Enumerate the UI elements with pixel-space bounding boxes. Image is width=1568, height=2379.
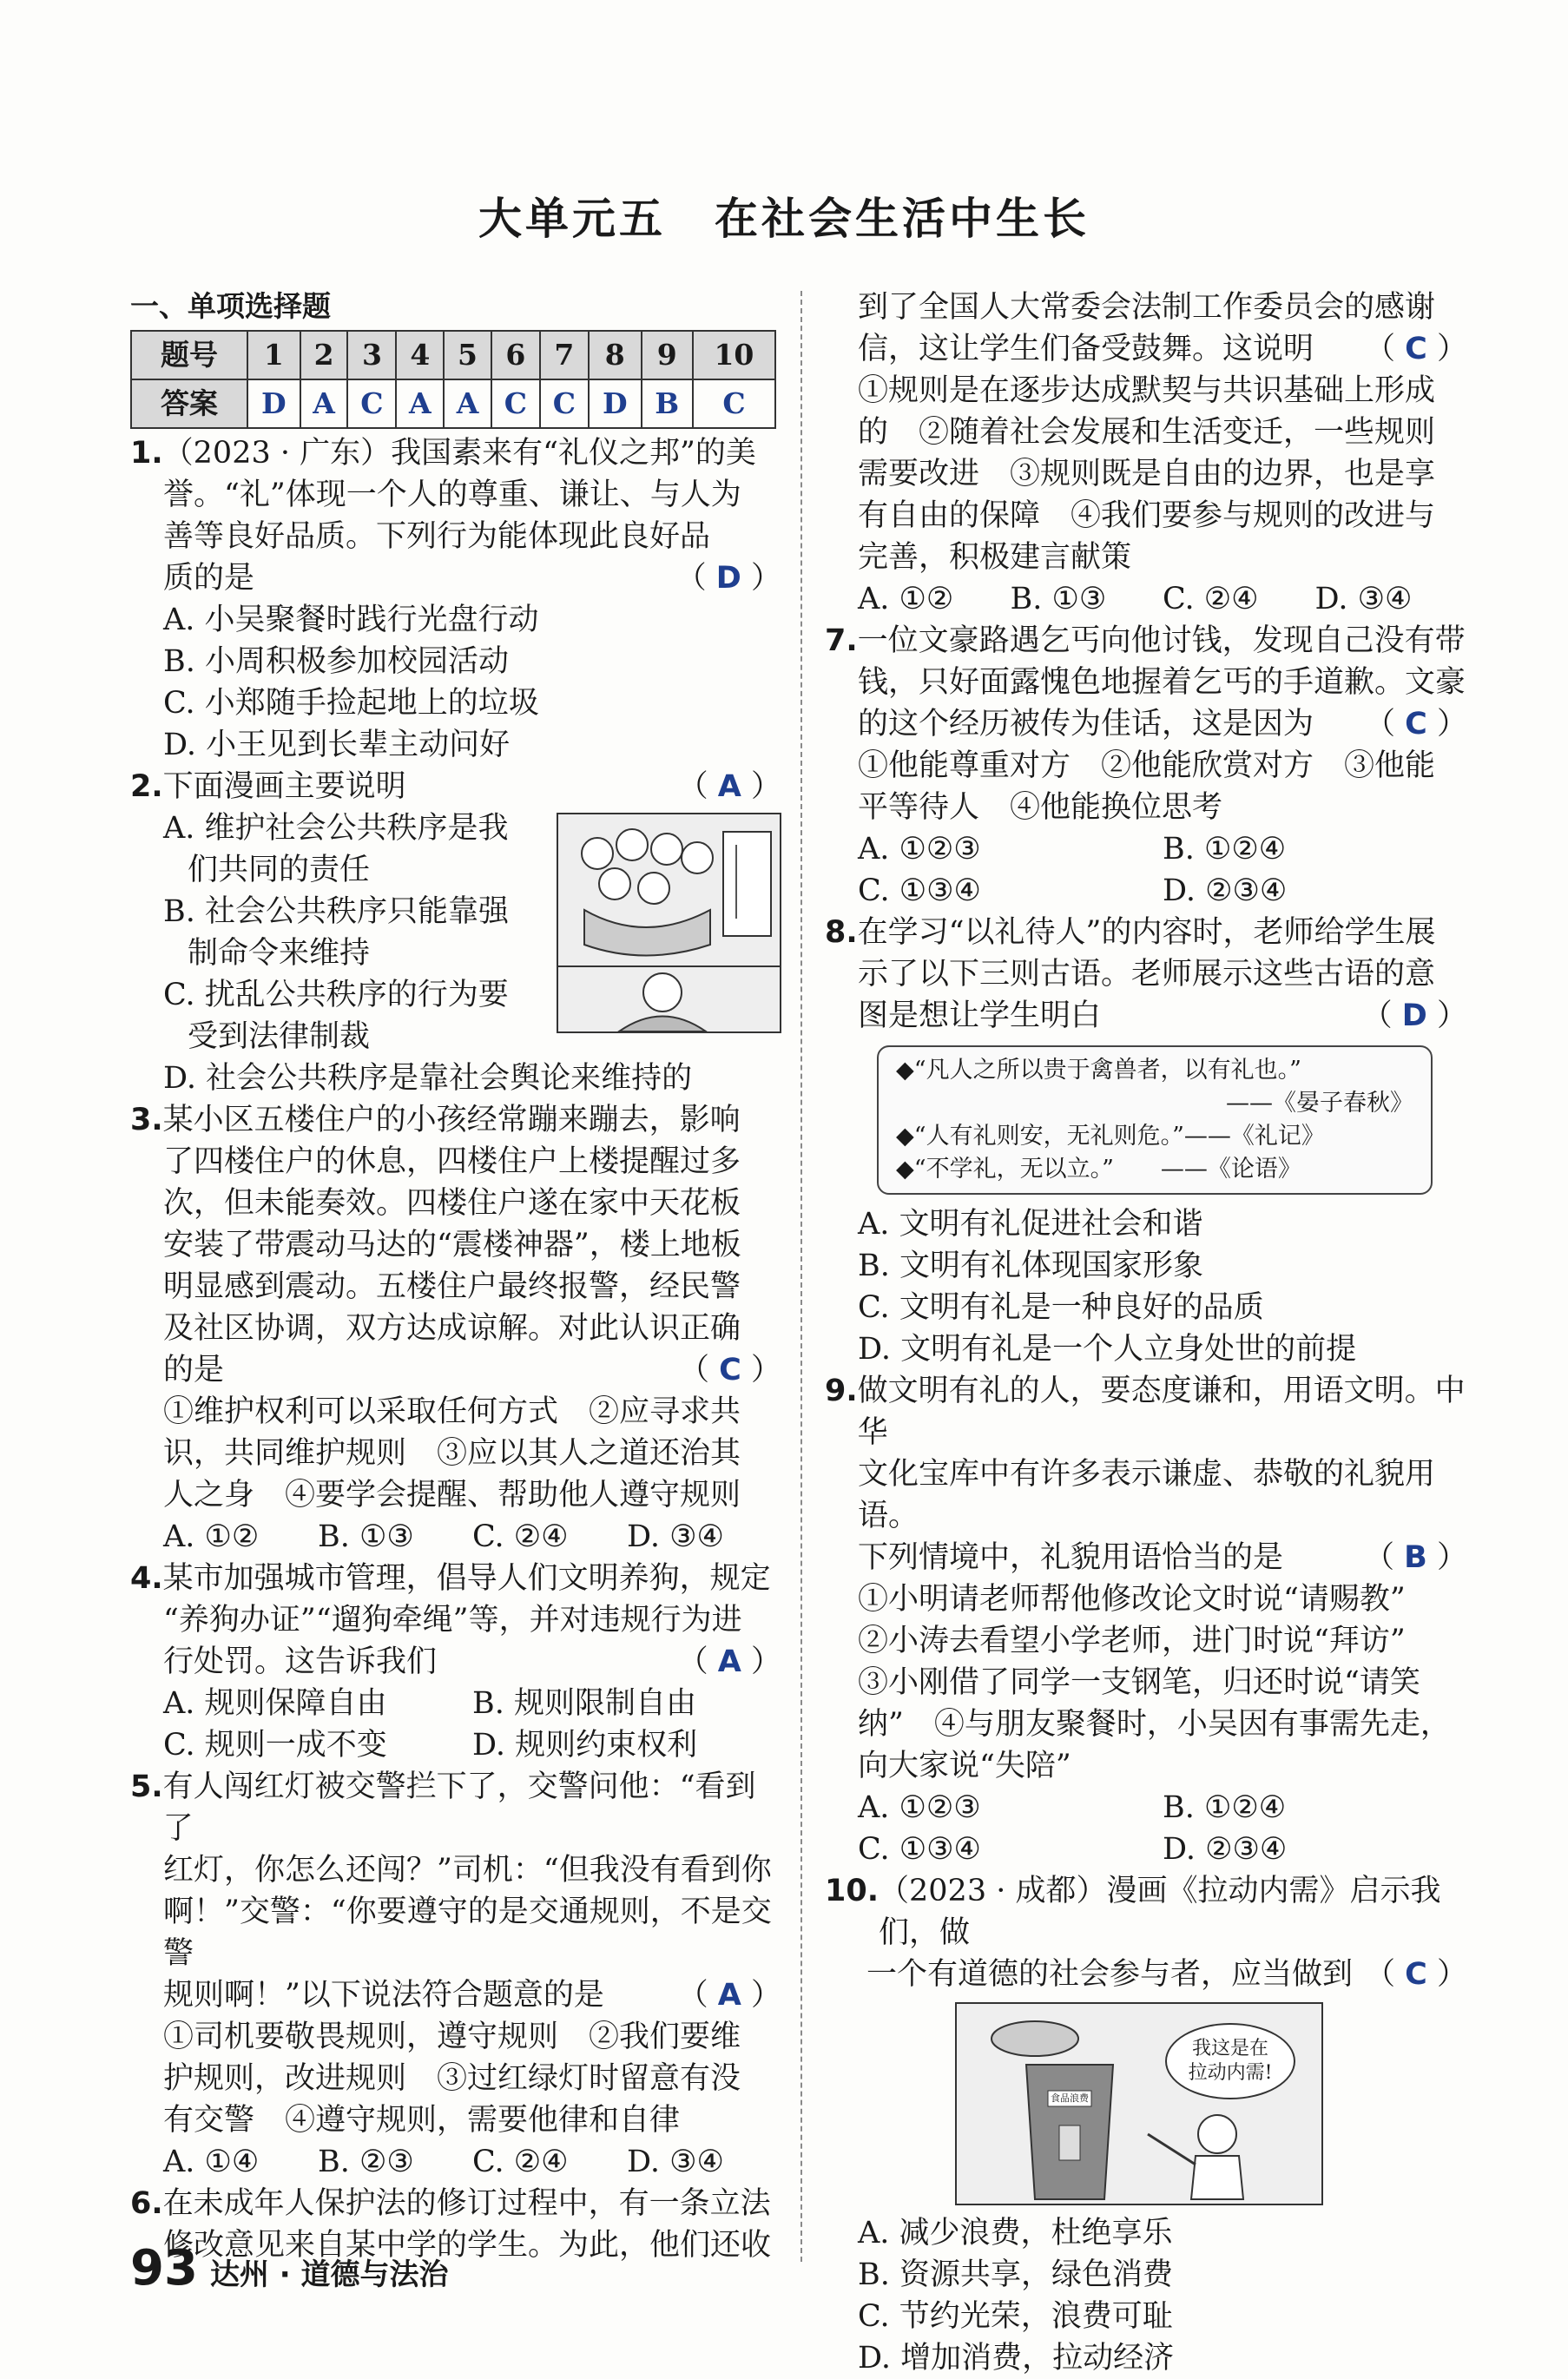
- question-8: [825, 912, 1467, 1370]
- answer-table-row1-label: 题号: [131, 331, 247, 379]
- option: A. 维护社会公共秩序是我: [163, 811, 509, 846]
- option: C. 文明有礼是一种良好的品质: [858, 1290, 1264, 1325]
- answer-table-answer: C: [347, 379, 396, 428]
- question-text: 行处罚。这告诉我们 （ A ）: [130, 1641, 781, 1683]
- question-text: 信，这让学生们备受鼓舞。这说明 （ C ）: [825, 328, 1467, 370]
- option: A. ①②③: [858, 1790, 981, 1825]
- answer-table: [130, 330, 776, 429]
- question-text: 及社区协调，双方达成谅解。对此认识正确: [163, 1311, 741, 1346]
- options-row: [825, 578, 1467, 620]
- question-text: 次，但未能奏效。四楼住户遂在家中天花板: [163, 1186, 741, 1221]
- answer-table-num: 3: [347, 331, 396, 379]
- option: D. 小王见到长辈主动问好: [163, 728, 511, 762]
- question-text: （2023 · 广东）我国素来有“礼仪之邦”的美: [162, 436, 756, 471]
- answer-table-num: 9: [642, 331, 693, 379]
- column-divider: [800, 291, 802, 2262]
- option: A. ①②: [858, 582, 954, 616]
- option: B. ①③: [1010, 582, 1107, 616]
- answer-table-answer: A: [396, 379, 444, 428]
- statement: ①他能尊重对方 ②他能欣赏对方 ③他能: [858, 748, 1436, 783]
- answer-table-answer: C: [693, 379, 775, 428]
- question-text: 某小区五楼住户的小孩经常蹦来蹦去，影响: [162, 1103, 741, 1137]
- option: C. ①③④: [858, 873, 981, 908]
- answer-table-num: 4: [396, 331, 444, 379]
- option: A. 小吴聚餐时践行光盘行动: [163, 603, 539, 637]
- answer-mark: （ B ）: [1364, 1540, 1467, 1575]
- statement: ①小明请老师帮他修改论文时说“请赐教”: [858, 1582, 1406, 1617]
- answer-mark: （ C ）: [1365, 707, 1467, 741]
- option: C. ①③④: [858, 1832, 981, 1867]
- quote-scroll: [877, 1045, 1433, 1195]
- question-text: 做文明有礼的人，要态度谦和，用语文明。中华: [857, 1374, 1466, 1450]
- option: D. ②③④: [1163, 1832, 1288, 1867]
- option: B. 资源共享，绿色消费: [858, 2257, 1173, 2292]
- option: D. 规则约束权利: [472, 1728, 698, 1763]
- quote-line: ◆“凡人之所以贵于禽兽者，以有礼也。”: [896, 1057, 1301, 1084]
- answer-table-num: 2: [300, 331, 348, 379]
- statement: ①维护权利可以采取任何方式 ②应寻求共: [163, 1394, 741, 1429]
- option: B. ①②④: [1163, 1790, 1287, 1825]
- option: C. ②④: [472, 1519, 569, 1554]
- option: A. 文明有礼促进社会和谐: [858, 1207, 1203, 1242]
- options-grid: [825, 828, 1467, 912]
- option: B. ①③: [318, 1519, 414, 1554]
- answer-table-row2-label: 答案: [131, 379, 247, 428]
- question-text: 安装了带震动马达的“震楼神器”，楼上地板: [163, 1228, 741, 1262]
- answer-mark: （ D ）: [675, 561, 781, 596]
- statement: 有自由的保障 ④我们要参与规则的改进与: [858, 498, 1436, 533]
- answer-mark: （ C ）: [1365, 332, 1467, 366]
- question-text: 红灯，你怎么还闯？”司机：“但我没有看到你: [163, 1853, 772, 1888]
- option: 们共同的责任: [188, 853, 371, 887]
- quote-line: ◆“不学礼，无以立。” ——《论语》: [896, 1156, 1301, 1183]
- question-10: [825, 1870, 1467, 2379]
- question-number: 6.: [130, 2186, 163, 2221]
- question-text: 质的是 （ D ）: [130, 557, 781, 599]
- option: C. 小郑随手捡起地上的垃圾: [163, 686, 539, 721]
- option: D. 文明有礼是一个人立身处世的前提: [858, 1332, 1357, 1367]
- question-text: 下列情境中，礼貌用语恰当的是 （ B ）: [825, 1537, 1467, 1578]
- question-text: 到了全国人大常委会法制工作委员会的感谢: [858, 290, 1436, 325]
- option: C. 节约光荣，浪费可耻: [858, 2299, 1173, 2334]
- option: D. ③④: [627, 1519, 724, 1554]
- answer-mark: （ A ）: [677, 769, 781, 804]
- option: B. 文明有礼体现国家形象: [858, 1249, 1203, 1283]
- public-order-cartoon: [557, 813, 781, 1033]
- question-text: 修改意见来自某中学的学生。为此，他们还收: [163, 2228, 772, 2263]
- question-text: 啊！”交警：“你要遵守的是交通规则，不是交警: [163, 1895, 772, 1971]
- answer-table-answer: A: [444, 379, 491, 428]
- question-3: [130, 1099, 781, 1558]
- question-text: 文化宝库中有许多表示谦虚、恭敬的礼貌用语。: [858, 1457, 1436, 1533]
- page-number: 93: [130, 2240, 198, 2297]
- question-number: 10.: [825, 1874, 880, 1908]
- statement: 向大家说“失陪”: [858, 1749, 1071, 1783]
- question-number: 8.: [825, 915, 858, 950]
- question-text: 的这个经历被传为佳话，这是因为 （ C ）: [825, 703, 1467, 745]
- question-text: 规则啊！”以下说法符合题意的是 （ A ）: [130, 1974, 781, 2016]
- bin-label: 食品浪费: [1051, 2092, 1089, 2104]
- option: C. 规则一成不变: [163, 1728, 387, 1763]
- question-text: 图是想让学生明白 （ D ）: [825, 995, 1467, 1037]
- answer-table-answer: D: [589, 379, 642, 428]
- answer-table-num: 8: [589, 331, 642, 379]
- question-text: 某市加强城市管理，倡导人们文明养狗，规定: [162, 1561, 771, 1596]
- question-text: 示了以下三则古语。老师展示这些古语的意: [858, 957, 1436, 992]
- option: A. ①②: [163, 1519, 260, 1554]
- question-text: 的是 （ C ）: [130, 1349, 781, 1391]
- question-number: 7.: [825, 623, 858, 658]
- question-number: 3.: [130, 1103, 163, 1137]
- option: B. 小周积极参加校园活动: [163, 644, 509, 679]
- question-2: [130, 766, 781, 1099]
- option: D. ②③④: [1163, 873, 1288, 908]
- statement: 的 ②随着社会发展和生活变迁，一些规则: [858, 415, 1436, 450]
- question-text: “养狗办证”“遛狗牵绳”等，并对违规行为进: [163, 1603, 742, 1638]
- question-number: 4.: [130, 1561, 163, 1596]
- answer-mark: （ A ）: [677, 1978, 781, 2013]
- options-row: [130, 2141, 781, 2183]
- domestic-demand-cartoon: [955, 2002, 1323, 2205]
- answer-table-answer: A: [300, 379, 348, 428]
- statement: 人之身 ④要学会提醒、帮助他人遵守规则: [163, 1478, 741, 1512]
- option: A. ①②③: [858, 832, 981, 867]
- option: A. ①④: [163, 2145, 260, 2179]
- answer-mark: （ A ）: [677, 1644, 781, 1679]
- option: 制命令来维持: [188, 936, 371, 971]
- question-9: [825, 1370, 1467, 1870]
- option: 受到法律制裁: [188, 1019, 371, 1054]
- statement: 平等待人 ④他能换位思考: [858, 790, 1223, 825]
- section-heading: 一、单项选择题: [130, 289, 331, 323]
- question-text: 一个有道德的社会参与者，应当做到 （ C ）: [825, 1954, 1467, 1995]
- question-number: 9.: [825, 1374, 858, 1408]
- options-grid: [825, 1787, 1467, 1870]
- answer-table-num: 10: [693, 331, 775, 379]
- option: C. ②④: [472, 2145, 569, 2179]
- question-text: 善等良好品质。下列行为能体现此良好品: [163, 519, 711, 554]
- question-text: 了四楼住户的休息，四楼住户上楼提醒过多: [163, 1144, 741, 1179]
- answer-table-num: 1: [247, 331, 300, 379]
- answer-table-num: 7: [540, 331, 589, 379]
- right-column: [825, 287, 1467, 2379]
- page-footer: [130, 2240, 449, 2297]
- statement: ①司机要敬畏规则，遵守规则 ②我们要维: [163, 2020, 741, 2054]
- option: B. ②③: [318, 2145, 414, 2179]
- question-6-continued: [825, 287, 1467, 620]
- question-text: （2023 · 成都）漫画《拉动内需》启示我们，做: [879, 1874, 1441, 1950]
- question-number: 5.: [130, 1769, 163, 1804]
- answer-table-num: 6: [491, 331, 540, 379]
- answer-table-answer: C: [491, 379, 540, 428]
- answer-mark: （ C ）: [679, 1353, 781, 1387]
- question-text: 钱，只好面露愧色地握着乞丐的手道歉。文豪: [858, 665, 1466, 700]
- option: B. 社会公共秩序只能靠强: [163, 894, 509, 929]
- left-column: [130, 287, 781, 2266]
- answer-table-num: 5: [444, 331, 491, 379]
- question-text: 在未成年人保护法的修订过程中，有一条立法: [162, 2186, 771, 2221]
- question-7: [825, 620, 1467, 912]
- answer-table-answer: B: [642, 379, 693, 428]
- statement: 纳” ④与朋友聚餐时，小吴因有事需先走，: [858, 1707, 1451, 1742]
- option: B. ①②④: [1163, 832, 1287, 867]
- options-row: [130, 1516, 781, 1558]
- option: A. 规则保障自由: [163, 1686, 387, 1721]
- answer-table-numbers-row: [131, 331, 775, 379]
- option: C. 扰乱公共秩序的行为要: [163, 978, 509, 1012]
- question-text: 在学习“以礼待人”的内容时，老师给学生展: [857, 915, 1436, 950]
- statement: ③小刚借了同学一支钢笔，归还时说“请笑: [858, 1665, 1420, 1700]
- question-number: 2.: [130, 769, 163, 804]
- question-text: 明显感到震动。五楼住户最终报警，经民警: [163, 1269, 741, 1304]
- option: D. 社会公共秩序是靠社会舆论来维持的: [163, 1061, 693, 1096]
- question-text: 下面漫画主要说明 （ A ）: [163, 766, 781, 807]
- options-grid: [130, 1683, 781, 1766]
- question-text: 一位文豪路遇乞丐向他讨钱，发现自己没有带: [857, 623, 1466, 658]
- statement: 识，共同维护规则 ③应以其人之道还治其: [163, 1436, 741, 1471]
- footer-text: 达州 · 道德与法治: [209, 2257, 449, 2292]
- option: D. ③④: [627, 2145, 724, 2179]
- statement: ①规则是在逐步达成默契与共识基础上形成: [858, 373, 1436, 408]
- option: D. ③④: [1314, 582, 1413, 616]
- question-text: 有人闯红灯被交警拦下了，交警问他：“看到了: [162, 1769, 756, 1846]
- option: C. ②④: [1163, 582, 1259, 616]
- question-number: 1.: [130, 436, 163, 471]
- statement: 有交警 ④遵守规则，需要他律和自律: [163, 2103, 681, 2138]
- statement: 护规则，改进规则 ③过红绿灯时留意有没: [163, 2061, 741, 2096]
- statement: 完善，积极建言献策: [858, 540, 1132, 575]
- answer-table-answer: C: [540, 379, 589, 428]
- page-title: 大单元五 在社会生活中生长: [478, 194, 1090, 244]
- question-4: [130, 1558, 781, 1766]
- option: D. 增加消费，拉动经济: [858, 2341, 1175, 2376]
- question-1: [130, 432, 781, 766]
- answer-mark: （ C ）: [1365, 1957, 1467, 1992]
- statement: ②小涛去看望小学老师，进门时说“拜访”: [858, 1624, 1406, 1658]
- quote-line: ◆“人有礼则安，无礼则危。”——《礼记》: [896, 1123, 1325, 1150]
- cartoon-crowd-icon: [558, 814, 780, 1031]
- quote-source: ——《晏子春秋》: [1226, 1090, 1413, 1117]
- answer-table-answers-row: [131, 379, 775, 428]
- option: A. 减少浪费，杜绝享乐: [858, 2216, 1173, 2250]
- statement: 需要改进 ③规则既是自由的边界，也是享: [858, 457, 1436, 491]
- answer-mark: （ D ）: [1361, 998, 1467, 1033]
- question-text: 誉。“礼”体现一个人的尊重、谦让、与人为: [163, 478, 741, 512]
- answer-table-answer: D: [247, 379, 300, 428]
- option: B. 规则限制自由: [472, 1686, 696, 1721]
- question-5: [130, 1766, 781, 2183]
- speech-bubble: 我这是在 拉动内需!: [1165, 2023, 1295, 2099]
